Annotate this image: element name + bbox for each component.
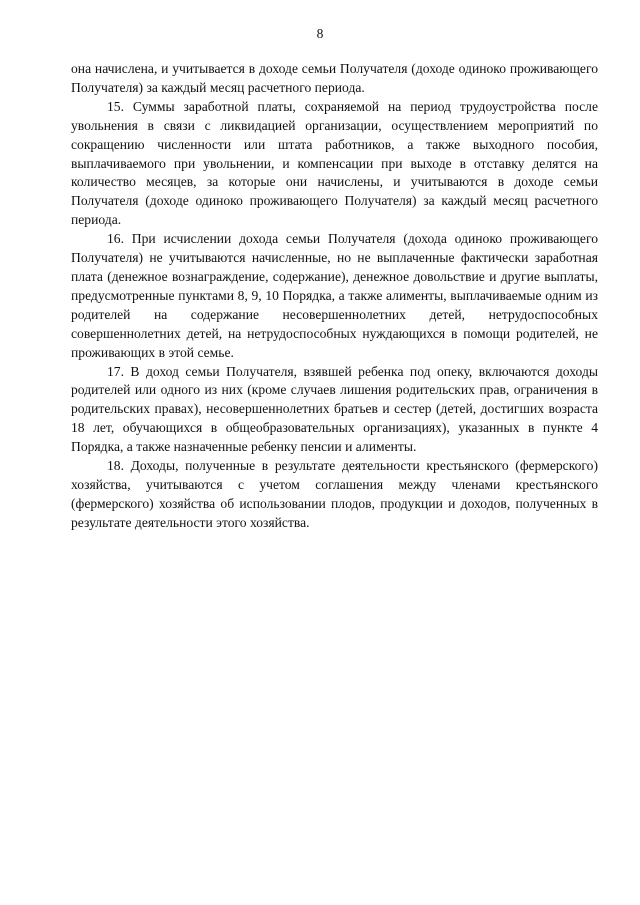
page-number: 8 xyxy=(316,26,324,41)
document-body xyxy=(71,60,598,533)
paragraph-continuation: она начислена, и учитывается в доходе семьи Получателя (доходе одиноко проживающего Получателя) за каждый месяц расчетного периода. xyxy=(71,61,598,95)
paragraph-15: 15. Суммы заработной платы, сохраняемой на период трудоустройства после увольнения в связи с ликвидацией организации, осуществлением мероприятий по сокращению численности или штата работников, а также выходного пособия, выплачиваемого при увольнении, и компенсации при выходе в отставку делятся на количество месяцев, за которые они начислены, и учитываются в доходе семьи Получателя (доходе одиноко проживающего Получателя) за каждый месяц расчетного периода. xyxy=(71,98,598,228)
paragraph-18: 18. Доходы, полученные в результате деятельности крестьянского (фермерского) хозяйства, учитываются с учетом соглашения между членами крестьянского (фермерского) хозяйства об использовании плодов, продукции и доходов, полученных в результате деятельности этого хозяйства. xyxy=(71,458,598,530)
paragraph-17: 17. В доход семьи Получателя, взявшей ребенка под опеку, включаются доходы родителей или одного из них (кроме случаев лишения родительских прав, ограничения в родительских правах), несовершеннолетних братьев и сестер (детей, достигших возраста 18 лет, обучающихся в общеобразовательных организациях), указанных в пункте 4 Порядка, а также назначенные ребенку пенсии и алименты. xyxy=(71,363,598,455)
paragraph-16: 16. При исчислении дохода семьи Получателя (дохода одиноко проживающего Получателя) не учитываются начисленные, но не выплаченные фактически заработная плата (денежное вознаграждение, содержание), денежное довольствие и другие выплаты, предусмотренные пунктами 8, 9, 10 Порядка, а также алименты, выплачиваемые одним из родителей на содержание несовершеннолетних детей, нетрудоспособных совершеннолетних детей, на нетрудоспособных нуждающихся в помощи родителей, не проживающих в этой семье. xyxy=(71,231,598,360)
